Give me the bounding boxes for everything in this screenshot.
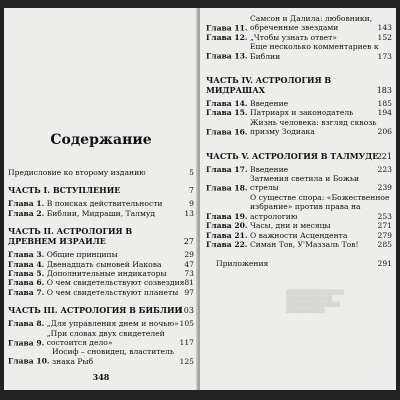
toc-entry: Глава 17. Введение 223	[206, 164, 392, 174]
toc-entry: Глава 6. О чем свидетельствуют созвездия 81	[8, 278, 194, 288]
toc-entry: Глава 3. Общие принципы 29	[8, 250, 194, 260]
toc-entry: Глава 2. Библии, Мидраши, Талмуд 13	[8, 208, 194, 218]
toc-entry: Глава 12. „Чтобы узнать ответ» 152	[206, 32, 392, 42]
toc-entry: Глава 22. Симан Тов, У'Маззаль Тов! 285	[206, 239, 392, 249]
part-heading: ЧАСТЬ III. АСТРОЛОГИЯ В БИБЛИИ 103	[8, 305, 194, 316]
toc-entry: Глава 7. О чем свидетельствуют планеты 97	[8, 287, 194, 297]
toc-entry: Глава 18. Затмения светила и Божьи стрелы 239	[206, 174, 392, 193]
toc-entry: Глава 14. Введение 185	[206, 99, 392, 109]
part-heading: ЧАСТЬ V. АСТРОЛОГИЯ В ТАЛМУДЕ 221	[206, 150, 392, 161]
faded-imprint-watermark: ▒▒▒▒▒▒▒▒▒▒▒▒▒▒▒ ▒▒▒▒▒▒▒▒▒▒▒▒ ▒▒▒▒▒▒▒▒▒▒▒▒▒▒ ▒▒▒▒▒▒▒▒▒▒	[286, 290, 344, 314]
toc-entry: Глава 1. В поисках действительности 9	[8, 199, 194, 209]
toc-entry: Глава 9. „При словах двух свидетелей состоится дело» 117	[8, 328, 194, 348]
toc-entry: Глава 15. Патриарх и законодатель 194	[206, 108, 392, 118]
left-page	[4, 8, 198, 390]
part-heading: ЧАСТЬ I. ВСТУПЛЕНИЕ 7	[8, 185, 194, 196]
toc-entry: Глава 11. Самсон и Далила: любовники, обреченные звездами 143	[206, 14, 392, 33]
toc-entry-appendix: Приложения 291	[216, 259, 392, 269]
toc-entry: Глава 13. Еще несколько комментариев к Библии 173	[206, 42, 392, 61]
part-heading: ЧАСТЬ II. АСТРОЛОГИЯ В ДРЕВНЕМ ИЗРАИЛЕ 27	[8, 226, 194, 247]
toc-entry: Глава 16. Жизнь человека: взгляд сквозь призму Зодиака 206	[206, 117, 392, 137]
toc-entry: Глава 20. Часы, дни и месяцы 271	[206, 221, 392, 231]
toc-entry: Глава 10. Иосиф – сновидец, властитель знака Рыб 125	[8, 347, 194, 366]
toc-entry: Глава 19. О существе спора: «Божественное избрание» против права на астрологию 253	[206, 192, 392, 221]
toc-entry: Глава 21. О важности Асцендента 279	[206, 230, 392, 240]
toc-entry-preface: Предисловие ко второму изданию 5	[8, 168, 194, 177]
toc-title: Содержание	[50, 132, 152, 148]
toc-entry: Глава 4. Двенадцать сыновей Иакова 47	[8, 259, 194, 269]
part-heading: ЧАСТЬ IV. АСТРОЛОГИЯ В МИДРАШАХ 183	[206, 75, 392, 96]
toc-entry: Глава 5. Дополнительные индикаторы 73	[8, 269, 194, 279]
right-page	[200, 8, 396, 390]
toc-entry: Глава 8. „Для управления днем и ночью» 105	[8, 319, 194, 329]
page-number: 348	[92, 372, 110, 382]
